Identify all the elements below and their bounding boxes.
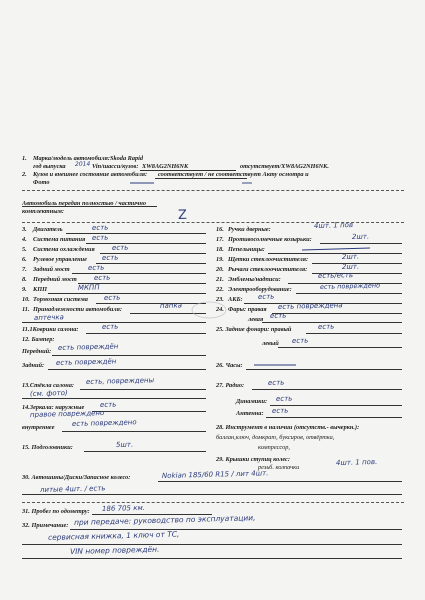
strike-dash-icon: [252, 362, 312, 368]
vin-label: Vin/шасси/кузов:: [92, 163, 139, 170]
underline: [278, 347, 402, 348]
speakers-label: Динамики:: [236, 398, 268, 405]
row-number: 18.: [216, 246, 224, 253]
underline: [86, 333, 206, 334]
rear-bumper-handwritten: есть повреждён: [55, 357, 117, 367]
odometer-handwritten: 186 705 км.: [101, 503, 145, 513]
steering-label: Рулевое управление: [33, 256, 87, 263]
row-number: 23.: [216, 296, 224, 303]
headlights-right-handwritten: есть повреждена: [277, 301, 343, 311]
underline: [246, 369, 402, 370]
tires-handwritten-2: литые 4шт. / есть: [39, 484, 106, 494]
dashed-separator: [22, 502, 404, 503]
tools-label: 28. Инструмент в наличии (отсутств.- вычеркн.):: [216, 424, 360, 431]
front-bumper-label: Передний:: [22, 348, 52, 355]
rear-bumper-label: Задний:: [22, 362, 45, 369]
dashed-separator: [22, 190, 404, 191]
underline: [158, 481, 402, 482]
row-number: 10.: [22, 296, 30, 303]
electrics-handwritten: есть повреждено: [319, 281, 381, 291]
antenna-handwritten: есть: [271, 406, 289, 415]
door-handles-label: Ручки дверные:: [228, 226, 271, 233]
engine-label: Двигатель: [33, 226, 63, 233]
underline: [86, 243, 206, 244]
notes-handwritten-1: при передаче: руководство по эксплуатации,: [73, 513, 256, 527]
sun-visors-label: Противосолнечные козырьки:: [228, 236, 312, 243]
hub-caps-sub: резьб. колпачки: [258, 464, 300, 471]
door-handles-handwritten: 4шт. 1 пов: [313, 220, 354, 230]
headrests-label: 15. Подголовники:: [22, 444, 73, 451]
steering-handwritten: есть: [101, 253, 119, 262]
photo-label: Фото: [33, 179, 50, 186]
wiper-arms-label: Рычаги стеклоочистителя:: [228, 266, 308, 273]
first-aid-handwritten: аптечка: [33, 313, 65, 322]
mirrors-inner-label: внутреннее: [22, 424, 55, 431]
headrests-handwritten: 5шт.: [115, 440, 134, 449]
rear-lights-left-label: левый: [262, 340, 279, 347]
clock-label: 26. Часы:: [216, 362, 243, 369]
row-number: 11.: [22, 306, 30, 313]
wiper-arms-handwritten: 2шт.: [341, 262, 360, 271]
cooling-system-label: Система охлаждения: [33, 246, 95, 253]
underline: [272, 313, 402, 314]
strike-dash-icon: [128, 180, 158, 186]
emblems-handwritten: есть/есть: [317, 271, 354, 280]
row-number: 19.: [216, 256, 224, 263]
row-number: 20.: [216, 266, 224, 273]
brakes-label: Тормозная система: [33, 296, 88, 303]
row-number: 17.: [216, 236, 224, 243]
underline: [306, 333, 402, 334]
headlights-left-label: левая: [248, 316, 264, 323]
underline: [84, 451, 206, 452]
year-label: год выпуска: [33, 163, 66, 170]
headlights-left-handwritten: есть: [269, 311, 287, 320]
underline: [22, 206, 157, 207]
battery-handwritten: есть: [257, 292, 275, 301]
rear-lights-label: 25. Задние фонари: правый: [216, 326, 292, 333]
row-number: 8.: [22, 276, 27, 283]
stamp-circle-icon: [190, 300, 228, 320]
underline: [320, 243, 402, 244]
underline: [22, 544, 402, 545]
row-number: 2.: [22, 171, 27, 178]
underline: [22, 398, 206, 399]
row-number: 7.: [22, 266, 27, 273]
strike-dash-icon: [240, 180, 256, 186]
notes-handwritten-3: VIN номер повреждён.: [69, 544, 160, 556]
hub-caps-label: 29. Крышки ступиц колес:: [216, 456, 290, 463]
underline: [266, 417, 402, 418]
body-condition-value: соответствует / не соответствует Акту осмотра и: [158, 171, 309, 178]
row-number: 16.: [216, 226, 224, 233]
underline: [252, 389, 402, 390]
radio-handwritten: есть: [267, 378, 285, 387]
accessories-label: Принадлежности автомобиля:: [33, 306, 122, 313]
car-make-label: Марка/модель автомобиля:: [33, 155, 110, 162]
fuel-system-label: Система питания: [33, 236, 86, 243]
row-number: 21.: [216, 276, 224, 283]
mirrors-inner-handwritten: есть повреждено: [71, 418, 137, 428]
handover-complete-label: комплектным:: [22, 208, 64, 215]
body-condition-label: Кузов и внешнее состояние автомобиля:: [33, 171, 148, 178]
notes-label: 32. Примечание:: [22, 522, 69, 529]
year-handwritten: 2014: [74, 160, 91, 168]
gearbox-handwritten: МКПП: [77, 283, 100, 292]
rear-axle-label: Задний мост: [33, 266, 70, 273]
headlights-right-label: Фары: правая: [228, 306, 267, 313]
notes-handwritten-2: сервисная книжка, 1 ключ от ТС,: [47, 529, 180, 542]
underline: [22, 558, 402, 559]
hub-caps-handwritten: 4шт. 1 пов.: [335, 457, 378, 467]
handover-label: Автомобиль передан полностью / частично: [22, 200, 146, 207]
tires-label: 30. Автошины/Диски/Запасное колесо:: [22, 474, 131, 481]
underline: [296, 293, 402, 294]
odometer-label: 31. Пробег по одометру:: [22, 508, 90, 515]
tools-list-2: компрессор,: [258, 444, 290, 451]
antenna-label: Антенна:: [236, 410, 264, 417]
fuel-system-handwritten: есть: [91, 233, 109, 242]
battery-label: АКБ:: [228, 296, 243, 303]
stamp-seal: [190, 300, 228, 322]
front-bumper-handwritten: есть повреждён: [57, 342, 119, 352]
row-number: 9.: [22, 286, 27, 293]
margin-z-mark: Z: [177, 207, 188, 223]
ashtrays-label: Пепельницы:: [228, 246, 265, 253]
underline: [268, 253, 402, 254]
underline: [48, 293, 206, 294]
emblems-label: Эмблемы/надписи:: [228, 276, 281, 283]
floor-mats-label: 11.1Коврики салона:: [22, 326, 79, 333]
row-number: 1.: [22, 155, 27, 162]
car-make-value: Skoda Rapid: [110, 155, 144, 162]
underline: [270, 405, 402, 406]
bumper-label: 12. Бампер:: [22, 336, 55, 343]
wiper-blades-label: Щетки стеклоочистителя:: [228, 256, 309, 263]
sun-visors-handwritten: 2шт.: [351, 232, 370, 241]
mirrors-right-handwritten: правое повреждено: [29, 409, 105, 419]
underline: [80, 389, 206, 390]
underline: [48, 369, 206, 370]
wiper-blades-handwritten: 2шт.: [341, 252, 360, 261]
underline: [66, 233, 206, 234]
radio-label: 27. Радио:: [216, 382, 245, 389]
electrics-label: Электрооборудование:: [228, 286, 292, 293]
tools-list: баллан,ключ, домкрат, буксиров, отвёртка,: [216, 434, 335, 441]
underline: [22, 494, 402, 495]
glass-photo-handwritten: (см. фото): [29, 389, 68, 398]
brakes-handwritten: есть: [103, 293, 121, 302]
row-number: 3.: [22, 226, 27, 233]
engine-handwritten: есть: [91, 223, 109, 232]
underline: [92, 411, 206, 412]
underline: [62, 431, 206, 432]
vin-value: XW8AG2NH6NK: [142, 163, 189, 170]
row-number: 24.: [216, 306, 224, 313]
front-axle-handwritten: есть: [93, 273, 111, 282]
row-number: 6.: [22, 256, 27, 263]
row-number: 5.: [22, 246, 27, 253]
vin-absent-label: отсутствует/XW8AG2NH6NK.: [240, 163, 329, 170]
rear-lights-right-handwritten: есть: [317, 322, 335, 331]
underline: [72, 273, 206, 274]
rear-lights-left-handwritten: есть: [291, 336, 309, 345]
rear-axle-handwritten: есть: [87, 263, 105, 272]
underline: [70, 529, 402, 530]
tires-handwritten: Nokian 185/60 R15 / лит 4шт.: [161, 469, 269, 480]
glass-handwritten: есть, повреждены: [85, 376, 155, 386]
strike-dash-icon: [300, 246, 380, 252]
speakers-handwritten: есть: [275, 394, 293, 403]
underline: [52, 355, 206, 356]
underline: [155, 178, 247, 179]
mirrors-label: 14.Зеркала: наружные: [22, 404, 85, 411]
gearbox-label: КПП: [33, 286, 48, 293]
cooling-system-handwritten: есть: [111, 243, 129, 252]
row-number: 22.: [216, 286, 224, 293]
mirrors-handwritten: есть: [99, 400, 117, 409]
row-number: 4.: [22, 236, 27, 243]
glass-label: 13.Стёкла салона:: [22, 382, 75, 389]
underline: [96, 263, 206, 264]
accessories-handwritten: папка: [159, 301, 183, 310]
front-axle-label: Передний мост: [33, 276, 77, 283]
floor-mats-handwritten: есть: [101, 322, 119, 331]
